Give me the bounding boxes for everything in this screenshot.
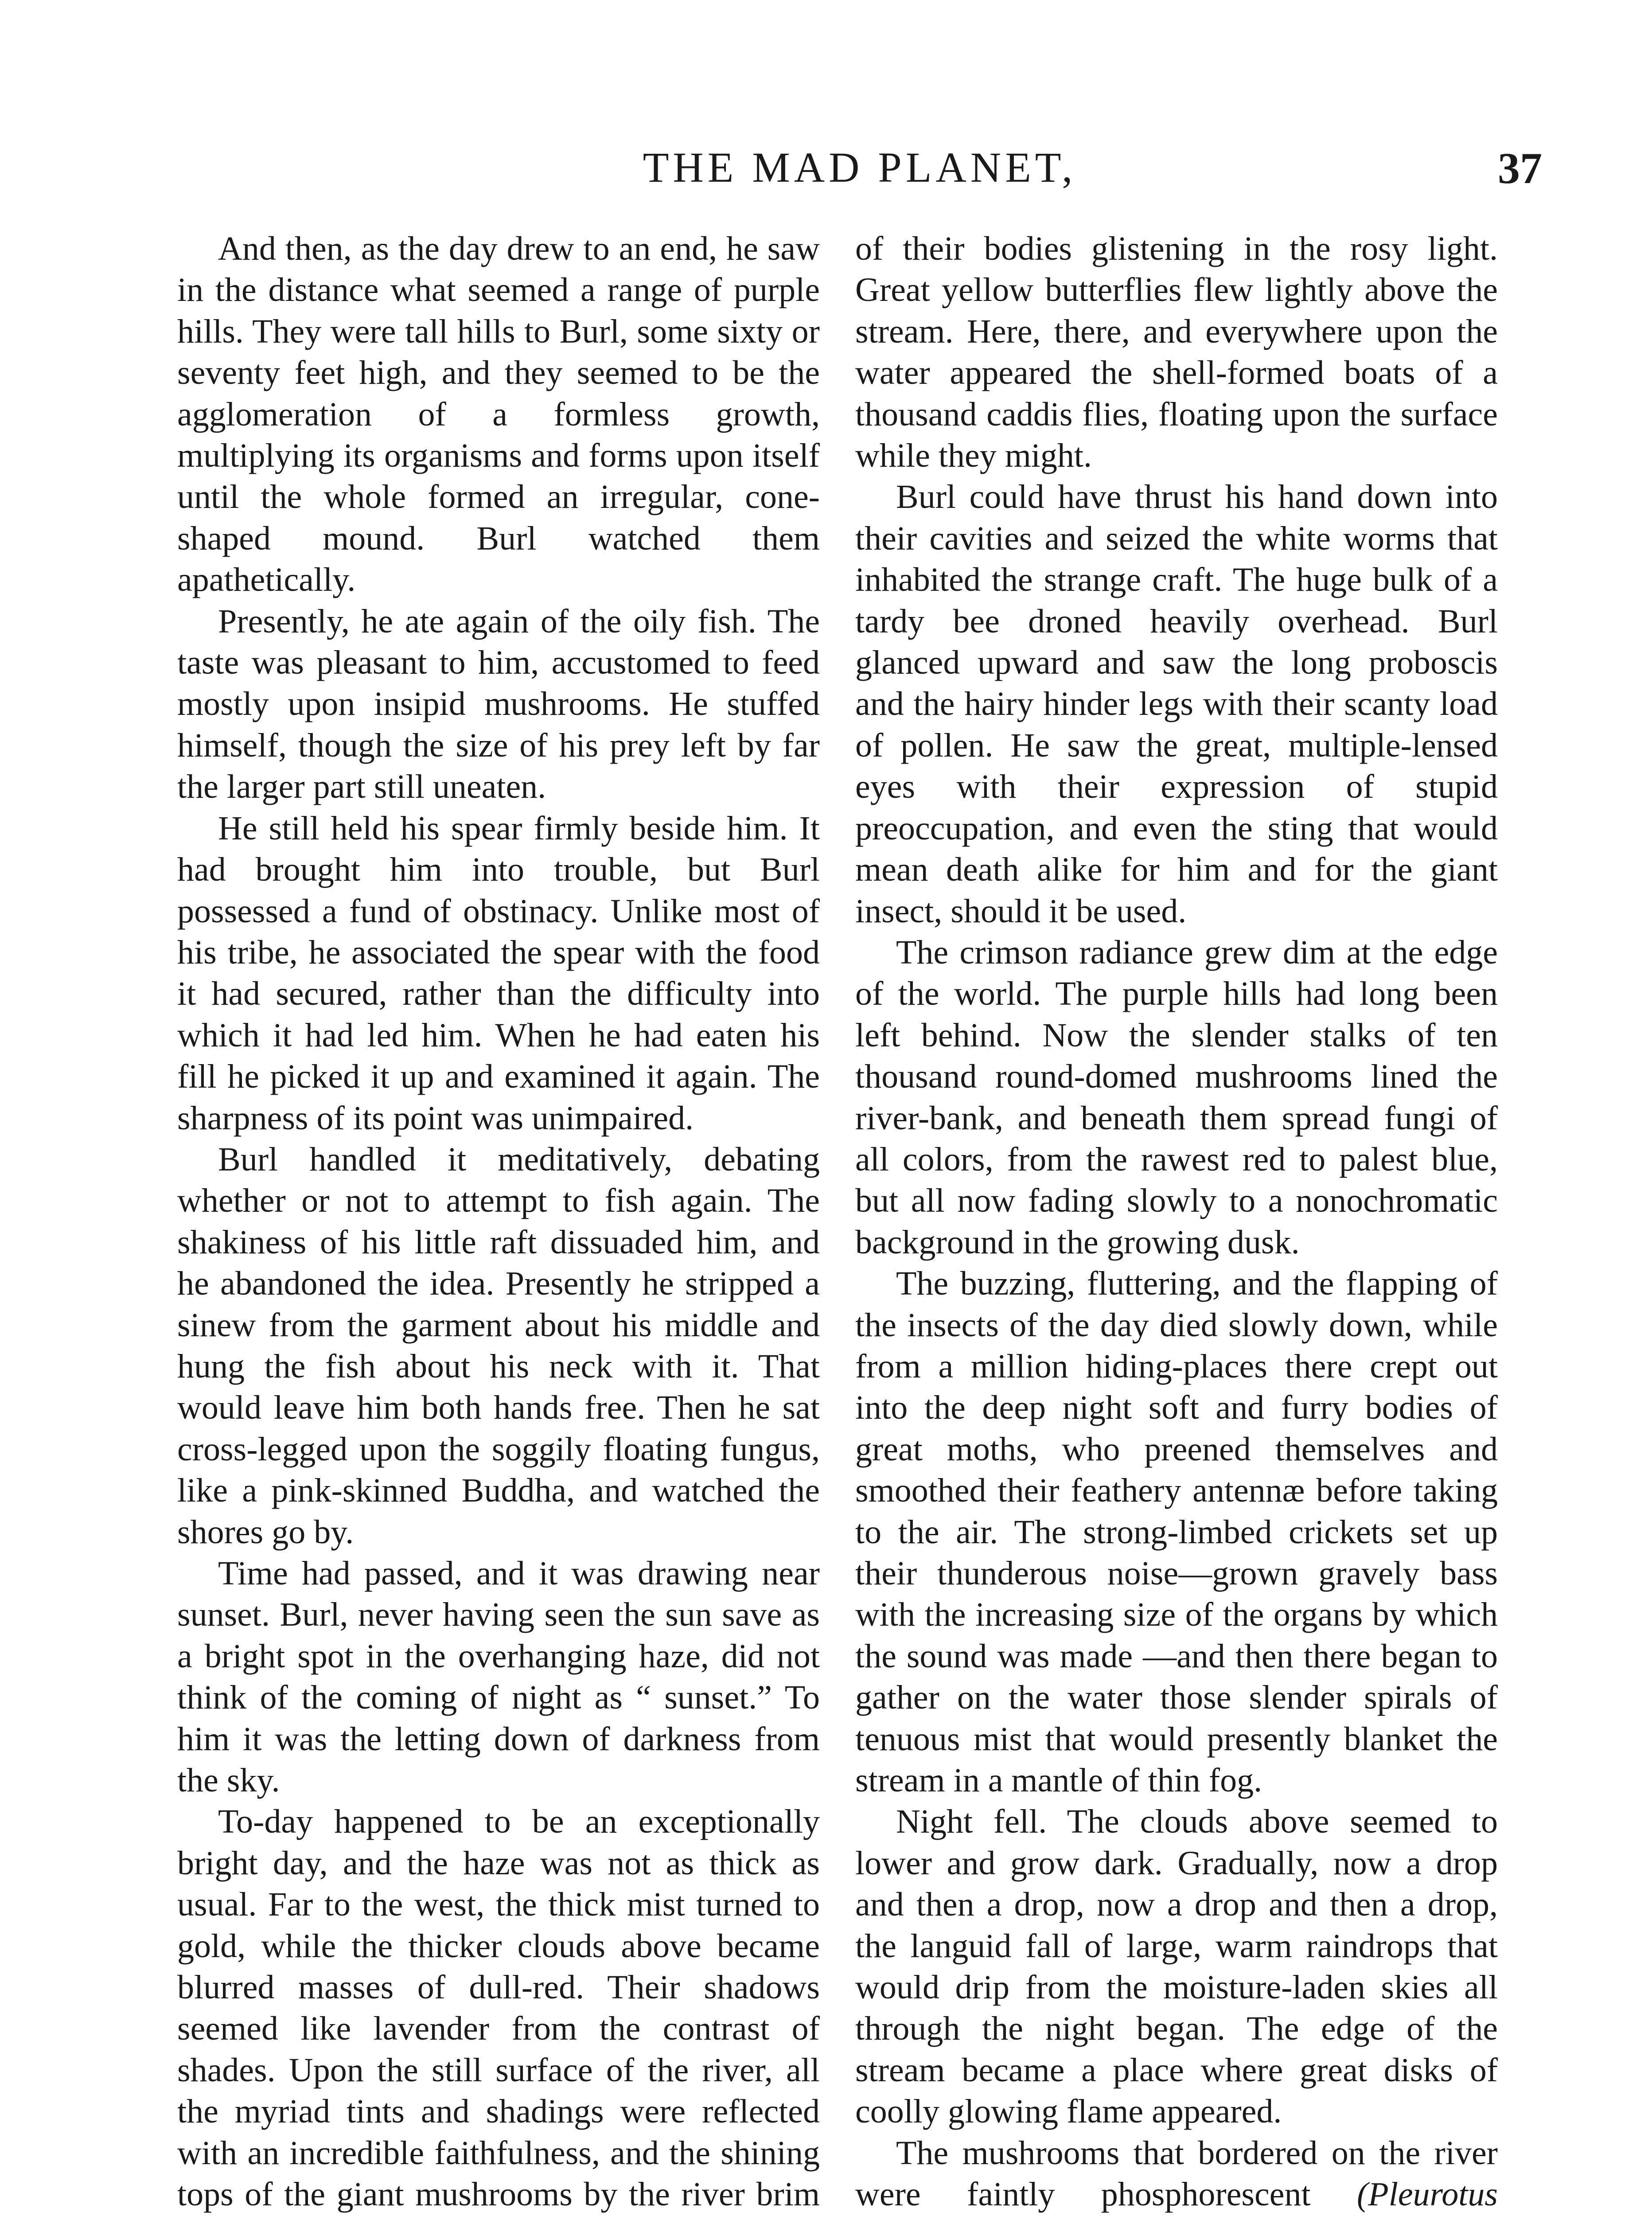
paragraph: He still held his spear firmly beside him. It had brought him into trouble, but Burl possessed a fund of obstinacy. Unlike most of his tribe, he associated the spear with the food it had secured, rather than the difficulty into which it had led him. When he had eaten his fill he picked it up and examined it again. The sharpness of its point was unimpaired. xyxy=(177,809,820,1137)
right-column xyxy=(855,228,1498,2216)
paragraph xyxy=(855,2133,1498,2216)
paragraph-text: The mushrooms that bordered on the river were faintly phosphorescent xyxy=(855,2134,1498,2213)
paragraph: Time had passed, and it was drawing near sunset. Burl, never having seen the sun save as a bright spot in the overhanging haze, did not think of the coming of night as “ sunset.” To him it was the letting down of darkness from the sky. xyxy=(177,1555,820,1799)
paragraph: Burl could have thrust his hand down into their cavities and seized the white worms that inhabited the strange craft. The huge bulk of a tardy bee droned heavily overhead. Burl glanced upward and saw the long proboscis and the hairy hinder legs with their scanty load of pollen. He saw the great, multiple-lensed eyes with their expression of stupid preoccupation, and even the sting that would mean death alike for him and for the giant insect, should it be used. xyxy=(855,478,1498,930)
paragraph: And then, as the day drew to an end, he saw in the distance what seemed a range of purple hills. They were tall hills to Burl, some sixty or seventy feet high, and they seemed to be the agglomeration of a formless growth, multiplying its organisms and forms upon itself until the whole formed an irregular, cone-shaped mound. Burl watched them apathetically. xyxy=(177,230,820,599)
paragraph: Presently, he ate again of the oily fish. The taste was pleasant to him, accustomed to feed mostly upon insipid mushrooms. He stuffed himself, though the size of his prey left by far the larger part still uneaten. xyxy=(177,602,820,806)
scientific-name: (Pleurotus xyxy=(1356,2176,1498,2213)
page-header xyxy=(177,146,1542,208)
paragraph: Night fell. The clouds above seemed to lower and grow dark. Gradually, now a drop and then a drop, now a drop and then a drop, the languid fall of large, warm raindrops that would drip from the moisture-laden skies all through the night began. The edge of the stream became a place where great disks of coolly glowing flame appeared. xyxy=(855,1803,1498,2130)
paragraph: The buzzing, fluttering, and the flapping of the insects of the day died slowly down, while from a million hiding-places there crept out into the deep night soft and furry bodies of great moths, who preened themselves and smoothed their feathery antennæ before taking to the air. The strong-limbed crickets set up their thunderous noise—grown gravely bass with the increasing size of the organs by which the sound was made —and then there began to gather on the water those slender spirals of tenuous mist that would presently blanket the stream in a mantle of thin fog. xyxy=(855,1265,1498,1799)
paragraph: Burl handled it meditatively, debating whether or not to attempt to fish again. The shakiness of his little raft dissuaded him, and he abandoned the idea. Presently he stripped a sinew from the garment about his middle and hung the fish about his neck with it. That would leave him both hands free. Then he sat cross-legged upon the soggily floating fungus, like a pink-skinned Buddha, and watched the shores go by. xyxy=(177,1140,820,1551)
page-number: 37 xyxy=(1498,144,1542,193)
left-column xyxy=(177,228,820,2216)
paragraph-continuation: of their bodies glistening in the rosy light. Great yellow butterflies flew lightly above the stream. Here, there, and everywhere upon the water appeared the shell-formed boats of a thousand caddis flies, floating upon the surface while they might. xyxy=(855,230,1498,475)
running-title: THE MAD PLANET, xyxy=(643,144,1077,191)
paragraph: To-day happened to be an exceptionally bright day, and the haze was not as thick as usual. Far to the west, the thick mist turned to gold, while the thicker clouds above became blurred masses of dull-red. Their shadows seemed like lavender from the contrast of shades. Upon the still surface of the river, all the myriad tints and shadings were reflected with an incredible faithfulness, and the shining tops of the giant mushrooms by the river brim xyxy=(177,1803,820,2213)
paragraph: The crimson radiance grew dim at the edge of the world. The purple hills had long been left behind. Now the slender stalks of ten thousand round-domed mushrooms lined the river-bank, and beneath them spread fungi of all colors, from the rawest red to palest blue, but all now fading slowly to a nonochromatic background in the growing dusk. xyxy=(855,933,1498,1261)
